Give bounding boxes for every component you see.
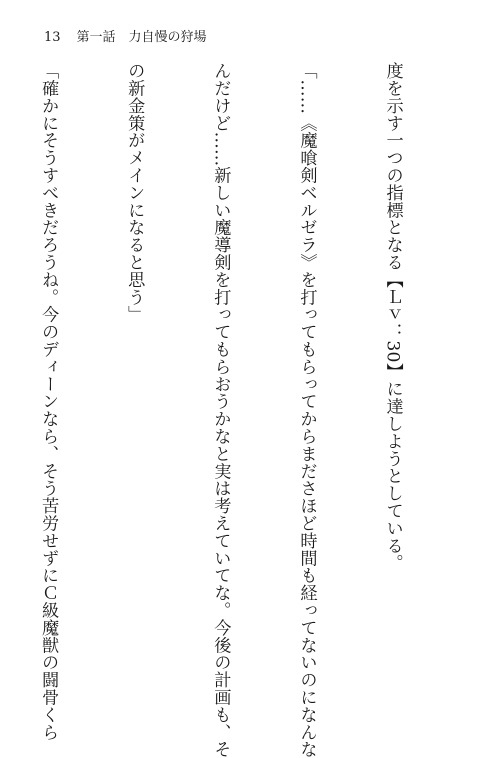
- text-line: んだけど……新しい魔導剣を打ってもらおうかなと実は考えていてな。今後の計画も、そ: [210, 62, 231, 758]
- vertical-text-body: [24, 62, 464, 758]
- page-number: 13: [44, 30, 61, 45]
- text-line: 「確かにそうすべきだろうね。今のディーンなら、そう苦労せずにＣ級魔獣の闘骨くら: [38, 62, 59, 741]
- text-line: 度を示す一つの指標となる【Ｌｖ：30】に達しようとしている。: [382, 62, 403, 572]
- chapter-title: 第一話 力自慢の狩場: [76, 30, 207, 45]
- text-line: 「……《魔喰剣ベルゼラ》を打ってもらってからまださほど時間も経ってないのになんな: [296, 62, 317, 758]
- text-line: の新金策がメインになると思う」: [124, 62, 145, 323]
- running-header: [44, 30, 207, 46]
